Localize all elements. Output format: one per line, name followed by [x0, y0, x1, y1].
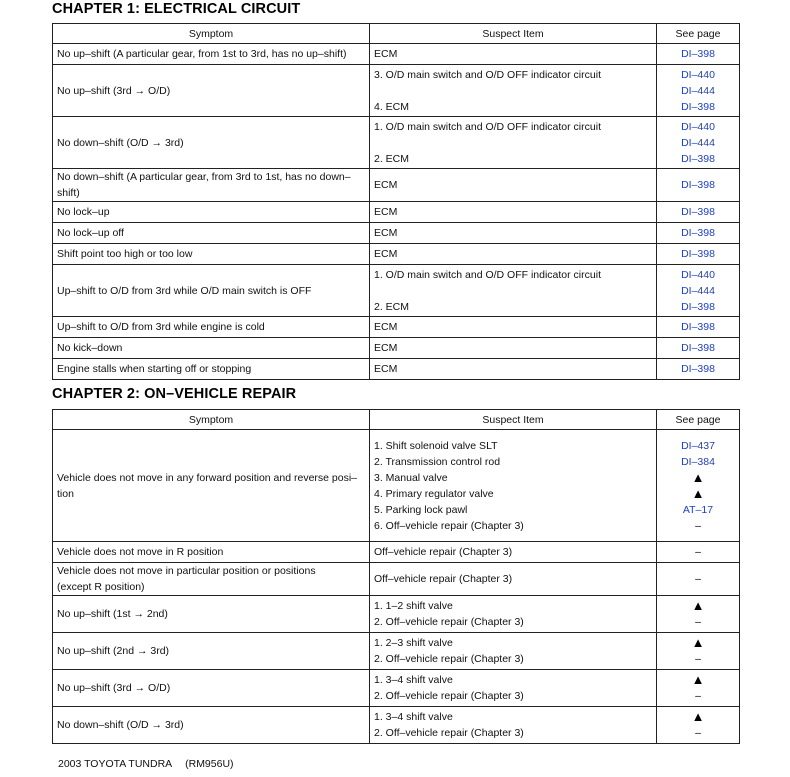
suspect-item: 3. Manual valve: [374, 471, 448, 484]
suspect-item: 1. O/D main switch and O/D OFF indicator circuit: [374, 268, 601, 281]
symptom-cell: [53, 563, 370, 596]
suspect-cell: [370, 596, 657, 633]
symptom-cell: [53, 596, 370, 633]
suspect-cell: [370, 670, 657, 707]
symptom-cell: [53, 223, 370, 244]
suspect-cell: [370, 117, 657, 169]
table-row: [53, 359, 740, 380]
symptom-text: tion: [57, 487, 74, 500]
symptom-text: Up–shift to O/D from 3rd while engine is cold: [57, 321, 265, 333]
footer-model: 2003 TOYOTA TUNDRA: [58, 758, 173, 770]
table-row: [53, 563, 740, 596]
suspect-cell: [370, 317, 657, 338]
page-cell: [657, 359, 740, 380]
symptom-cell: [53, 244, 370, 265]
chapter-2-title: CHAPTER 2: ON–VEHICLE REPAIR: [52, 386, 297, 402]
page-cell: [657, 265, 740, 317]
symptom-cell: [53, 202, 370, 223]
page-cell: [657, 169, 740, 202]
suspect-item: ECM: [374, 206, 398, 218]
symptom-cell: [53, 44, 370, 65]
page-reference-link[interactable]: DI–398: [681, 300, 715, 313]
table-row: [53, 265, 740, 317]
suspect-item: 1. 3–4 shift valve: [374, 711, 453, 723]
page-list: [659, 544, 737, 560]
suspect-item: 2. Off–vehicle repair (Chapter 3): [374, 727, 524, 739]
suspect-cell: [370, 223, 657, 244]
suspect-cell: [370, 430, 657, 542]
page-cell: [657, 117, 740, 169]
suspect-item: 5. Parking lock pawl: [374, 503, 468, 516]
page-reference-link[interactable]: DI–398: [681, 179, 715, 191]
suspect-item: [374, 83, 652, 99]
symptom-text: Vehicle does not move in particular position or positions: [57, 565, 316, 577]
symptom-cell: [53, 317, 370, 338]
symptom-text: No up–shift (A particular gear, from 1st to 3rd, has no up–shift): [57, 48, 347, 60]
page-cell: [657, 223, 740, 244]
page-list: [659, 267, 737, 315]
suspect-list: [374, 635, 652, 667]
see-remarks-triangle-icon: ▲: [691, 485, 705, 501]
suspect-cell: [370, 169, 657, 202]
page-list: [659, 319, 737, 335]
page-cell: [657, 596, 740, 633]
page-list: [659, 672, 737, 704]
suspect-item: [374, 283, 652, 299]
table-row: [53, 65, 740, 117]
suspect-cell: [370, 44, 657, 65]
suspect-list: [374, 246, 652, 262]
suspect-item: ECM: [374, 48, 398, 60]
suspect-item: 2. Off–vehicle repair (Chapter 3): [374, 616, 524, 628]
symptom-cell: [53, 338, 370, 359]
suspect-item: ECM: [374, 248, 398, 260]
suspect-item: 2. Off–vehicle repair (Chapter 3): [374, 653, 524, 665]
page-cell: [657, 244, 740, 265]
suspect-cell: [370, 244, 657, 265]
no-page-dash: –: [695, 690, 701, 702]
suspect-list: [374, 177, 652, 193]
suspect-list: [374, 46, 652, 62]
symptom-text: Vehicle does not move in any forward position and reverse posi–: [57, 471, 358, 484]
page-cell: [657, 317, 740, 338]
no-page-dash: –: [695, 573, 701, 585]
symptom-text: No lock–up off: [57, 227, 124, 239]
symptom-text: No kick–down: [57, 342, 123, 354]
suspect-header: Suspect Item: [370, 410, 657, 430]
page-list: [659, 361, 737, 377]
page-list: [659, 119, 737, 167]
see-remarks-triangle-icon: ▲: [691, 672, 705, 687]
page-reference-link[interactable]: DI–440: [681, 268, 715, 281]
suspect-list: [374, 361, 652, 377]
symptom-cell: [53, 707, 370, 744]
no-page-dash: –: [695, 727, 701, 739]
suspect-item: 2. ECM: [374, 300, 410, 313]
suspect-item: 4. Primary regulator valve: [374, 487, 494, 500]
see-remarks-triangle-icon: ▲: [691, 598, 705, 613]
symptom-text: (except R position): [57, 581, 145, 593]
page-list: [659, 46, 737, 62]
suspect-list: [374, 544, 652, 560]
symptom-text: Shift point too high or too low: [57, 248, 193, 260]
suspect-cell: [370, 65, 657, 117]
suspect-list: [374, 225, 652, 241]
symptom-cell: [53, 169, 370, 202]
page-reference-link[interactable]: DI–398: [681, 206, 715, 218]
symptom-text: Up–shift to O/D from 3rd while O/D main switch is OFF: [57, 284, 312, 297]
suspect-item: ECM: [374, 342, 398, 354]
page-cell: [657, 707, 740, 744]
suspect-item: ECM: [374, 363, 398, 375]
symptom-text: No up–shift (3rd → O/D): [57, 682, 171, 694]
page-list: [659, 225, 737, 241]
page-list: [659, 571, 737, 587]
see-remarks-triangle-icon: ▲: [691, 469, 705, 485]
table-row: [53, 542, 740, 563]
page-reference-link[interactable]: DI–398: [681, 48, 715, 60]
symptom-text: No down–shift (A particular gear, from 3rd to 1st, has no down–: [57, 171, 351, 183]
page-cell: [657, 563, 740, 596]
suspect-cell: [370, 563, 657, 596]
suspect-item: 2. ECM: [374, 152, 410, 165]
see-remarks-triangle-icon: ▲: [691, 635, 705, 650]
table-row: [53, 244, 740, 265]
symptom-cell: [53, 65, 370, 117]
page-list: [659, 204, 737, 220]
page-reference-link[interactable]: DI–444: [681, 136, 715, 149]
suspect-item: 1. 2–3 shift valve: [374, 637, 453, 649]
chapter-1-rows: [53, 44, 740, 380]
chapter-2-table: [52, 409, 740, 744]
table-row: [53, 317, 740, 338]
page-reference-link[interactable]: DI–384: [681, 455, 715, 468]
suspect-item: 1. 1–2 shift valve: [374, 600, 453, 612]
suspect-cell: [370, 338, 657, 359]
symptom-text: No up–shift (3rd → O/D): [57, 84, 171, 97]
table-row: [53, 202, 740, 223]
chapter-1-title: CHAPTER 1: ELECTRICAL CIRCUIT: [52, 1, 301, 17]
page-reference-link[interactable]: DI–398: [681, 152, 715, 165]
suspect-item: [374, 135, 652, 151]
no-page-dash: –: [695, 546, 701, 558]
table-row: [53, 633, 740, 670]
suspect-item: ECM: [374, 227, 398, 239]
suspect-item: Off–vehicle repair (Chapter 3): [374, 573, 513, 585]
suspect-list: [374, 571, 652, 587]
suspect-cell: [370, 707, 657, 744]
page-reference-link[interactable]: DI–398: [681, 100, 715, 113]
suspect-cell: [370, 542, 657, 563]
table-header-row: [53, 410, 740, 430]
page-cell: [657, 633, 740, 670]
table-row: [53, 223, 740, 244]
symptom-cell: [53, 430, 370, 542]
symptom-cell: [53, 265, 370, 317]
suspect-cell: [370, 202, 657, 223]
table-row: [53, 117, 740, 169]
symptom-cell: [53, 633, 370, 670]
suspect-list: [374, 672, 652, 704]
suspect-item: Off–vehicle repair (Chapter 3): [374, 546, 513, 558]
page-cell: [657, 670, 740, 707]
suspect-item: ECM: [374, 321, 398, 333]
symptom-cell: [53, 542, 370, 563]
table-row: [53, 670, 740, 707]
see-remarks-triangle-icon: ▲: [691, 709, 705, 724]
page-reference-link[interactable]: DI–398: [681, 363, 715, 375]
suspect-cell: [370, 359, 657, 380]
page-list: [659, 598, 737, 630]
page-list: [659, 177, 737, 193]
chapter-2-rows: [53, 430, 740, 744]
table-row: [53, 430, 740, 542]
page-reference-link[interactable]: DI–444: [681, 84, 715, 97]
page-reference-link[interactable]: DI–444: [681, 284, 715, 297]
chapter-1-table: [52, 23, 740, 380]
page-list: [659, 709, 737, 741]
symptom-text: No down–shift (O/D → 3rd): [57, 136, 184, 149]
suspect-list: [374, 438, 652, 534]
suspect-list: [374, 119, 652, 167]
page-reference-link[interactable]: DI–398: [681, 227, 715, 239]
table-row: [53, 169, 740, 202]
page-reference-link[interactable]: DI–398: [681, 342, 715, 354]
table-row: [53, 596, 740, 633]
page-list: [659, 246, 737, 262]
suspect-item: 1. Shift solenoid valve SLT: [374, 439, 498, 452]
page-reference-link[interactable]: DI–440: [681, 120, 715, 133]
symptom-text: No lock–up: [57, 206, 110, 218]
suspect-item: 2. Transmission control rod: [374, 455, 501, 468]
suspect-list: [374, 267, 652, 315]
suspect-item: 4. ECM: [374, 100, 410, 113]
page-reference-link[interactable]: DI–440: [681, 68, 715, 81]
page-reference-link[interactable]: DI–437: [681, 439, 715, 452]
suspect-item: 1. O/D main switch and O/D OFF indicator circuit: [374, 120, 601, 133]
page-list: [659, 67, 737, 115]
suspect-cell: [370, 633, 657, 670]
symptom-text: Vehicle does not move in R position: [57, 546, 224, 558]
page-list: [659, 635, 737, 667]
page-cell: [657, 65, 740, 117]
suspect-list: [374, 340, 652, 356]
footer-code: (RM956U): [185, 758, 234, 770]
symptom-cell: [53, 359, 370, 380]
symptom-text: No down–shift (O/D → 3rd): [57, 719, 184, 731]
symptom-text: No up–shift (1st → 2nd): [57, 608, 168, 620]
table-row: [53, 707, 740, 744]
symptom-text: shift): [57, 187, 80, 199]
table-header-row: [53, 24, 740, 44]
page-footer: [58, 758, 244, 770]
page-cell: [657, 542, 740, 563]
table-row: [53, 44, 740, 65]
page-cell: [657, 430, 740, 542]
page-header: See page: [657, 410, 740, 430]
page-header: See page: [657, 24, 740, 44]
suspect-list: [374, 709, 652, 741]
page-reference-link[interactable]: AT–17: [682, 503, 714, 516]
no-page-dash: –: [695, 519, 701, 532]
page-reference-link[interactable]: DI–398: [681, 321, 715, 333]
page-cell: [657, 338, 740, 359]
page-cell: [657, 202, 740, 223]
symptom-cell: [53, 117, 370, 169]
symptom-text: No up–shift (2nd → 3rd): [57, 645, 170, 657]
page-list: [659, 438, 737, 534]
suspect-item: ECM: [374, 179, 398, 191]
page-reference-link[interactable]: DI–398: [681, 248, 715, 260]
suspect-list: [374, 598, 652, 630]
symptom-text: Engine stalls when starting off or stopping: [57, 363, 252, 375]
suspect-item: 1. 3–4 shift valve: [374, 674, 453, 686]
suspect-list: [374, 204, 652, 220]
page-cell: [657, 44, 740, 65]
suspect-cell: [370, 265, 657, 317]
suspect-item: 3. O/D main switch and O/D OFF indicator circuit: [374, 68, 601, 81]
suspect-item: 6. Off–vehicle repair (Chapter 3): [374, 519, 524, 532]
symptom-header: Symptom: [53, 410, 370, 430]
suspect-item: 2. Off–vehicle repair (Chapter 3): [374, 690, 524, 702]
suspect-header: Suspect Item: [370, 24, 657, 44]
no-page-dash: –: [695, 616, 701, 628]
symptom-cell: [53, 670, 370, 707]
suspect-list: [374, 319, 652, 335]
suspect-list: [374, 67, 652, 115]
table-row: [53, 338, 740, 359]
page-list: [659, 340, 737, 356]
no-page-dash: –: [695, 653, 701, 665]
symptom-header: Symptom: [53, 24, 370, 44]
